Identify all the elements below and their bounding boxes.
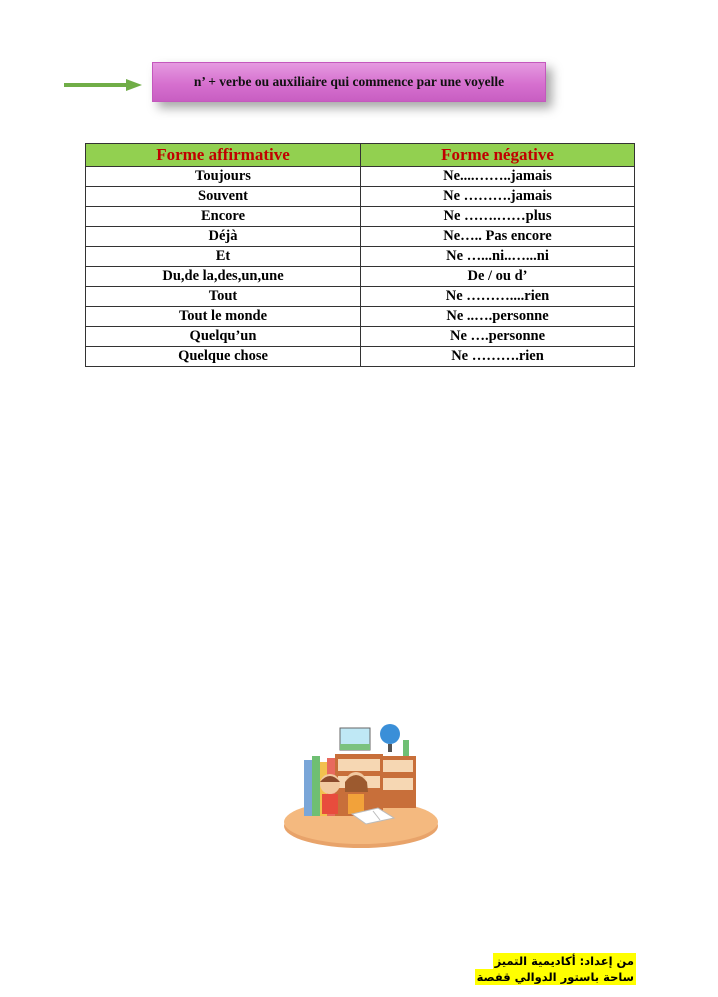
cell-affirmative: Quelque chose bbox=[86, 347, 361, 367]
table-row bbox=[86, 207, 635, 227]
table-row bbox=[86, 287, 635, 307]
cell-negative: De / ou d’ bbox=[361, 267, 635, 287]
cell-negative: Ne ……….jamais bbox=[361, 187, 635, 207]
cell-affirmative: Déjà bbox=[86, 227, 361, 247]
table-row bbox=[86, 307, 635, 327]
table-row bbox=[86, 247, 635, 267]
kids-reading-illustration bbox=[282, 718, 440, 850]
cell-affirmative: Encore bbox=[86, 207, 361, 227]
table-row bbox=[86, 167, 635, 187]
header-affirmative: Forme affirmative bbox=[86, 144, 361, 167]
table-row bbox=[86, 347, 635, 367]
cell-negative: Ne ………....rien bbox=[361, 287, 635, 307]
table-row bbox=[86, 187, 635, 207]
table-row bbox=[86, 267, 635, 287]
cell-negative: Ne ….personne bbox=[361, 327, 635, 347]
table-header-row bbox=[86, 144, 635, 167]
cell-affirmative: Toujours bbox=[86, 167, 361, 187]
rule-box bbox=[152, 62, 546, 102]
cell-affirmative: Souvent bbox=[86, 187, 361, 207]
credit-line-2: ساحة باستور الدوالي قفصة bbox=[476, 970, 634, 984]
cell-negative: Ne….. Pas encore bbox=[361, 227, 635, 247]
table-row bbox=[86, 227, 635, 247]
cell-negative: Ne....……..jamais bbox=[361, 167, 635, 187]
arrow-right-icon bbox=[64, 78, 144, 92]
cell-affirmative: Du,de la,des,un,une bbox=[86, 267, 361, 287]
header-negative: Forme négative bbox=[361, 144, 635, 167]
author-credit bbox=[475, 953, 636, 985]
cell-affirmative: Tout le monde bbox=[86, 307, 361, 327]
credit-line-1: من إعداد: أكاديمية التميز bbox=[494, 954, 634, 968]
cell-affirmative: Quelqu’un bbox=[86, 327, 361, 347]
rule-text: n’ + verbe ou auxiliaire qui commence par une voyelle bbox=[193, 74, 505, 89]
cell-negative: Ne …...ni..…...ni bbox=[361, 247, 635, 267]
cell-negative: Ne ……….rien bbox=[361, 347, 635, 367]
table-row bbox=[86, 327, 635, 347]
cell-affirmative: Tout bbox=[86, 287, 361, 307]
cell-negative: Ne ..….personne bbox=[361, 307, 635, 327]
cell-affirmative: Et bbox=[86, 247, 361, 267]
cell-negative: Ne …….……plus bbox=[361, 207, 635, 227]
negation-table bbox=[85, 143, 635, 367]
